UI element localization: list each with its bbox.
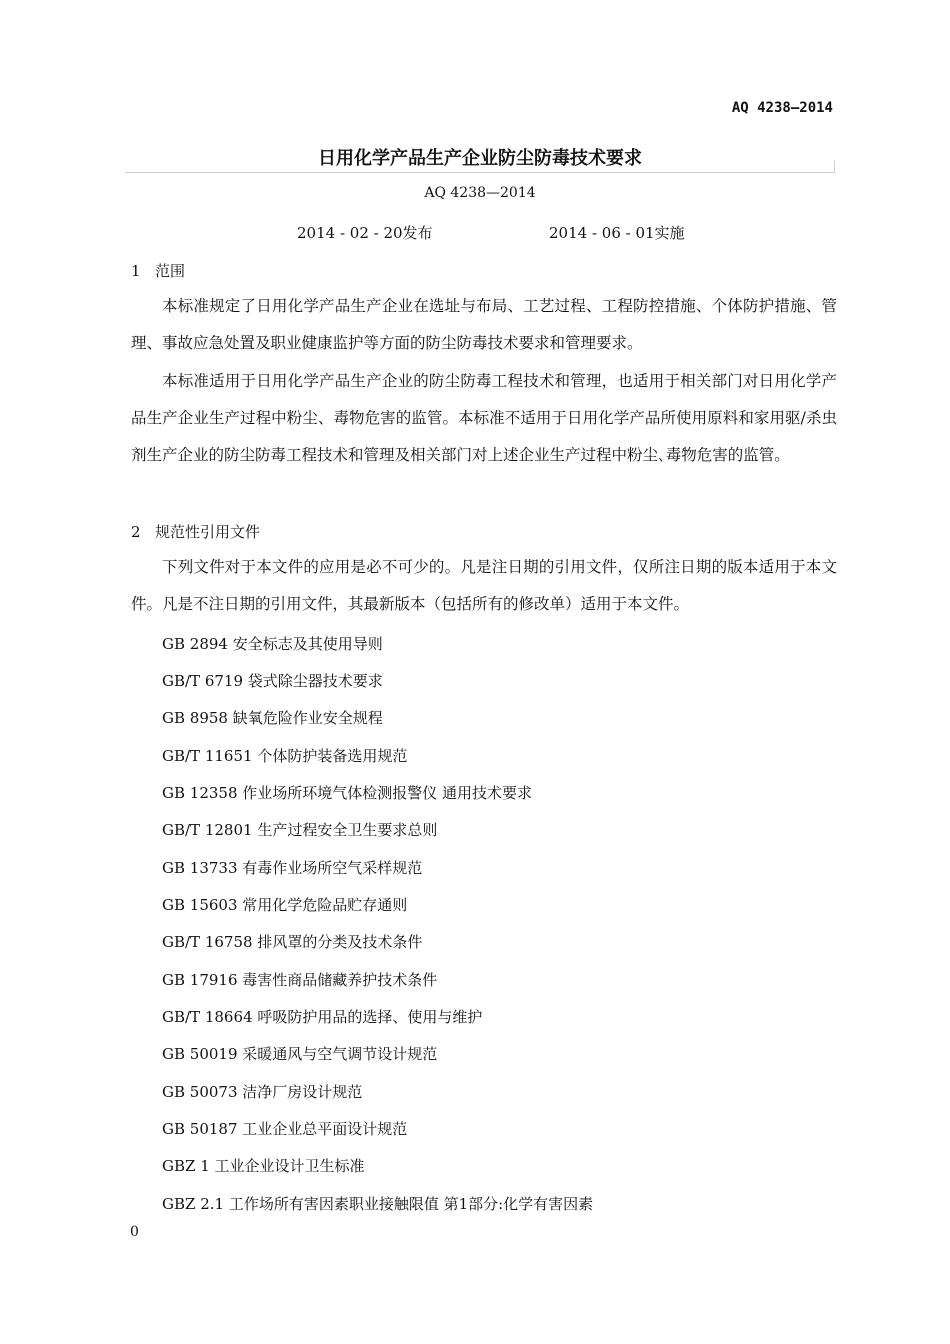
page-number: 0 xyxy=(130,1224,139,1240)
reference-item: GB/T 11651 个体防护装备选用规范 xyxy=(162,747,408,765)
reference-item: GB 15603 常用化学危险品贮存通则 xyxy=(162,896,408,914)
header-standard-code: AQ 4238—2014 xyxy=(731,100,833,116)
reference-item: GB/T 18664 呼吸防护用品的选择、使用与维护 xyxy=(162,1008,483,1026)
reference-item: GB 12358 作业场所环境气体检测报警仪 通用技术要求 xyxy=(162,784,533,802)
reference-item: GB/T 16758 排风罩的分类及技术条件 xyxy=(162,933,423,951)
reference-item: GB 8958 缺氧危险作业安全规程 xyxy=(162,709,383,727)
scope-paragraph-2: 本标准适用于日用化学产品生产企业的防尘防毒工程技术和管理，也适用于相关部门对日用化学产品生产企业生产过程中粉尘、毒物危害的监管。本标准不适用于日用化学产品所使用原料和家用驱/杀虫剂生产企业的防尘防毒工程技术和管理及相关部门对上述企业生产过程中粉尘､毒物危害的监管。 xyxy=(131,372,837,464)
standard-code: AQ 4238—2014 xyxy=(424,185,536,201)
section-heading-normative-references xyxy=(131,521,260,542)
reference-item: GB 50187 工业企业总平面设计规范 xyxy=(162,1120,408,1138)
document-title: 日用化学产品生产企业防尘防毒技术要求 xyxy=(318,148,642,169)
implement-date: 2014 - 06 - 01实施 xyxy=(549,224,685,242)
section-number: 1 xyxy=(131,262,141,280)
section-title: 范围 xyxy=(155,262,186,280)
section-heading-scope xyxy=(131,260,185,281)
reference-item: GB 13733 有毒作业场所空气采样规范 xyxy=(162,859,423,877)
title-divider-end xyxy=(834,160,835,173)
reference-item: GBZ 1 工业企业设计卫生标准 xyxy=(162,1157,365,1175)
reference-item: GB/T 12801 生产过程安全卫生要求总则 xyxy=(162,821,438,839)
references-intro-paragraph: 下列文件对于本文件的应用是必不可少的。凡是注日期的引用文件，仅所注日期的版本适用于本文件。凡是不注日期的引用文件，其最新版本（包括所有的修改单）适用于本文件。 xyxy=(131,558,837,613)
publish-date: 2014 - 02 - 20发布 xyxy=(297,224,433,242)
reference-item: GB 2894 安全标志及其使用导则 xyxy=(162,635,383,653)
reference-item: GB 50019 采暖通风与空气调节设计规范 xyxy=(162,1045,438,1063)
section-number: 2 xyxy=(131,523,141,541)
reference-item: GB 17916 毒害性商品储藏养护技术条件 xyxy=(162,971,438,989)
reference-item: GB/T 6719 袋式除尘器技术要求 xyxy=(162,672,383,690)
scope-paragraph-1: 本标准规定了日用化学产品生产企业在选址与布局、工艺过程、工程防控措施、个体防护措施、管理、事故应急处置及职业健康监护等方面的防尘防毒技术要求和管理要求。 xyxy=(131,297,837,352)
reference-item: GB 50073 洁净厂房设计规范 xyxy=(162,1083,363,1101)
title-divider xyxy=(125,172,835,173)
section-title: 规范性引用文件 xyxy=(155,523,261,541)
reference-item: GBZ 2.1 工作场所有害因素职业接触限值 第1部分:化学有害因素 xyxy=(162,1195,594,1213)
